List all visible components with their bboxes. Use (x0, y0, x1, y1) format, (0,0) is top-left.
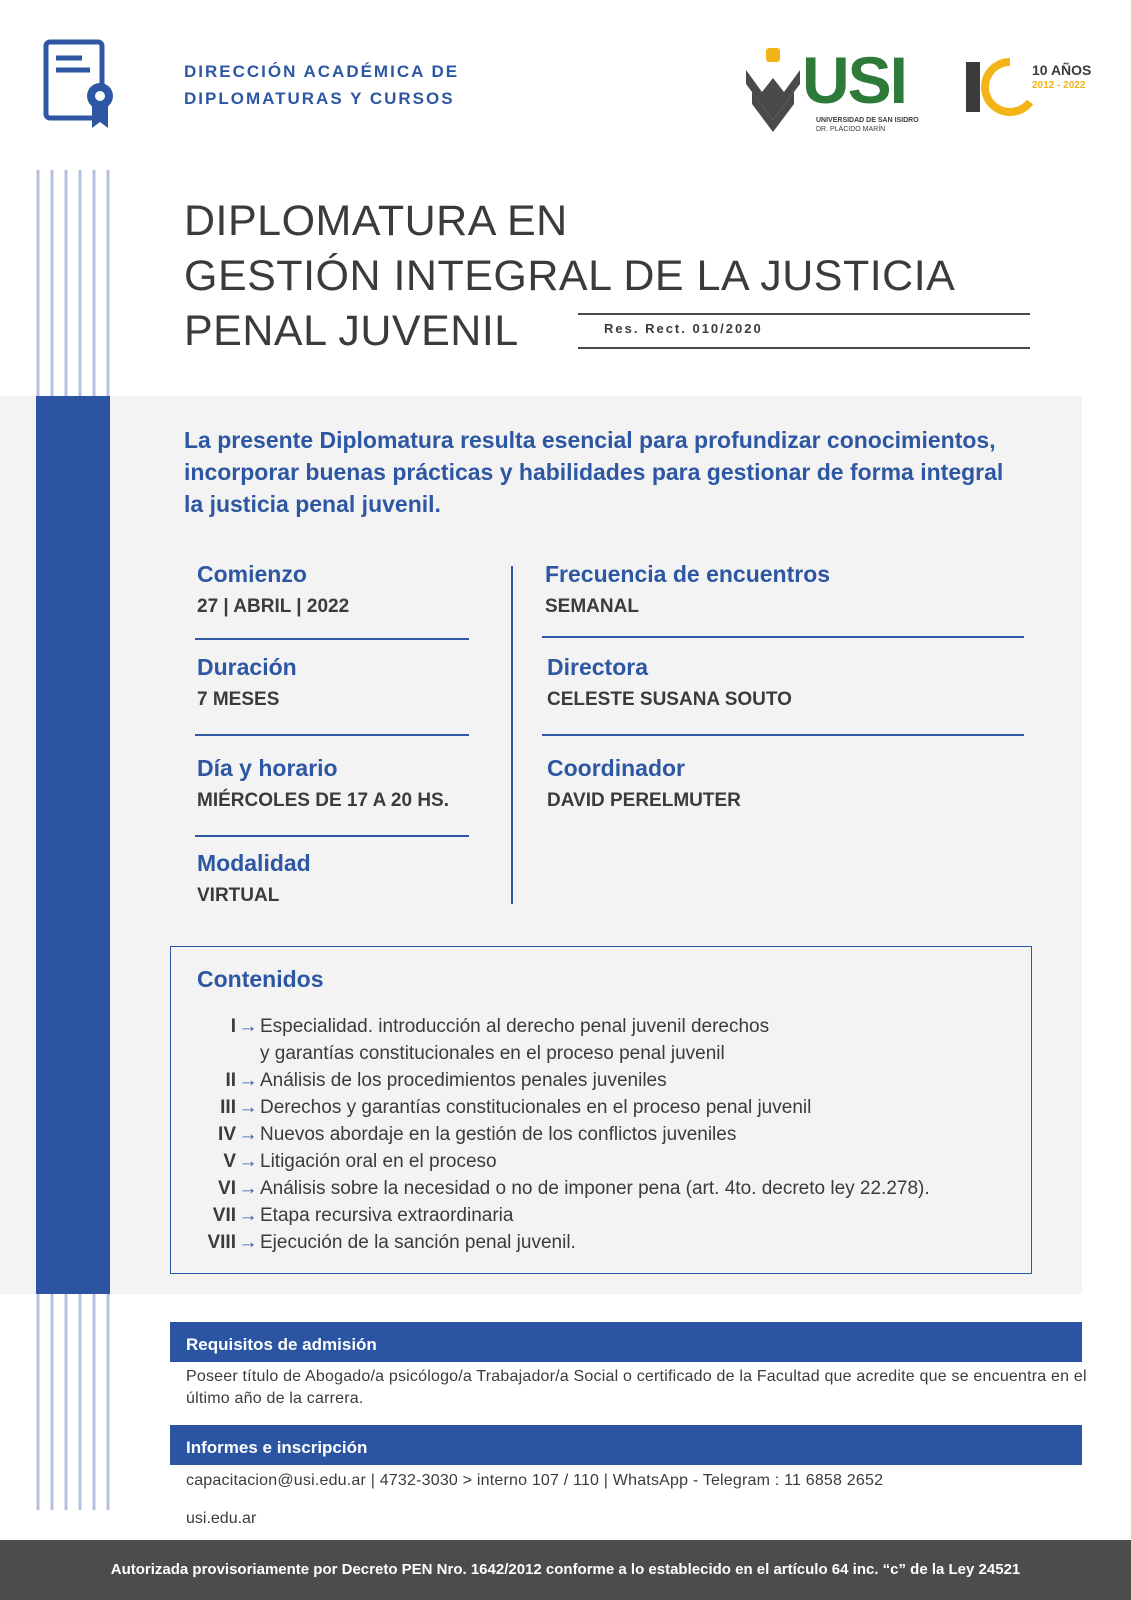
title-line-3: PENAL JUVENIL (184, 307, 519, 355)
usi-logo-subtitle-1: UNIVERSIDAD DE SAN ISIDRO (816, 117, 919, 124)
item-number: II (225, 1070, 236, 1091)
legal-footer: Autorizada provisoriamente por Decreto PEN Nro. 1642/2012 conforme a lo establecido en el artículo 64 inc. “c” de la Ley 24521 (0, 1540, 1131, 1600)
title-line-2: GESTIÓN INTEGRAL DE LA JUSTICIA (184, 252, 956, 300)
item-text: Nuevos abordaje en la gestión de los conflictos juveniles (260, 1124, 737, 1145)
item-number: IV (218, 1124, 236, 1145)
usi-logo (746, 43, 936, 140)
info-label: Día y horario (197, 755, 338, 781)
requirements-header: Requisitos de admisión (170, 1322, 1082, 1362)
info-label: Directora (547, 654, 648, 680)
website-link[interactable]: usi.edu.ar (186, 1510, 257, 1527)
info-value: 7 MESES (197, 689, 280, 710)
info-start (197, 561, 349, 618)
divider (195, 835, 469, 837)
title-line-1: DIPLOMATURA EN (184, 197, 568, 245)
info-value: DAVID PERELMUTER (547, 790, 741, 811)
item-number: III (220, 1097, 236, 1118)
item-text: Litigación oral en el proceso (260, 1151, 497, 1172)
arrow-right-icon: → (238, 1151, 258, 1172)
info-duration (197, 654, 297, 711)
info-label: Duración (197, 654, 297, 680)
info-value: 27 | ABRIL | 2022 (197, 596, 350, 617)
item-number: VII (212, 1205, 236, 1226)
info-value: CELESTE SUSANA SOUTO (547, 689, 792, 710)
info-value: VIRTUAL (197, 885, 280, 906)
info-label: Comienzo (197, 561, 307, 587)
arrow-right-icon: → (238, 1205, 258, 1226)
item-number: VIII (207, 1232, 236, 1253)
info-label: Coordinador (547, 755, 685, 781)
arrow-right-icon: → (238, 1232, 258, 1253)
item-text: Análisis de los procedimientos penales juveniles (260, 1070, 667, 1091)
info-value: MIÉRCOLES DE 17 A 20 HS. (197, 790, 449, 811)
list-item (190, 1151, 497, 1173)
item-text: Análisis sobre la necesidad o no de imponer pena (art. 4to. decreto ley 22.278). (260, 1178, 930, 1199)
registration-header: Informes e inscripción (170, 1425, 1082, 1465)
certificate-icon (40, 38, 120, 130)
info-label: Frecuencia de encuentros (545, 561, 831, 587)
usi-logo-subtitle-2: DR. PLÁCIDO MARÍN (816, 126, 886, 133)
list-item (190, 1070, 667, 1092)
item-text: Especialidad. introducción al derecho penal juvenil derechos (260, 1016, 770, 1037)
divider (195, 734, 469, 736)
list-item-continuation (260, 1043, 725, 1065)
info-value: SEMANAL (545, 596, 639, 617)
divider (578, 313, 1030, 315)
arrow-right-icon: → (238, 1016, 258, 1037)
item-number: I (230, 1016, 236, 1037)
divider (542, 636, 1024, 638)
usi-logo-text: USI (802, 43, 907, 117)
list-item (190, 1205, 513, 1227)
page-title (184, 194, 955, 359)
arrow-right-icon: → (238, 1178, 258, 1199)
divider (195, 638, 469, 640)
list-item (190, 1097, 811, 1119)
anniversary-badge (962, 56, 1102, 118)
info-director (547, 654, 792, 711)
list-item (190, 1232, 576, 1254)
list-item (190, 1124, 736, 1146)
anniversary-label: 10 AÑOS (1032, 62, 1092, 78)
requirements-text: Poseer título de Abogado/a psicólogo/a Trabajador/a Social o certificado de la Facultad que acredite que se encuentra en el último año de la carrera. (186, 1368, 1087, 1407)
item-text: y garantías constitucionales en el proceso penal juvenil (260, 1043, 725, 1064)
item-text: Etapa recursiva extraordinaria (260, 1205, 514, 1226)
department-line-2: DIPLOMATURAS Y CURSOS (184, 89, 455, 108)
info-frequency (545, 561, 830, 618)
info-schedule (197, 755, 449, 812)
department-name (184, 58, 459, 112)
department-line-1: DIRECCIÓN ACADÉMICA DE (184, 62, 460, 81)
anniversary-years: 2012 - 2022 (1032, 80, 1086, 91)
arrow-right-icon: → (238, 1097, 258, 1118)
info-modality (197, 850, 311, 907)
list-item (190, 1178, 930, 1200)
resolution-number: Res. Rect. 010/2020 (604, 321, 763, 336)
item-text: Ejecución de la sanción penal juvenil. (260, 1232, 576, 1253)
item-text: Derechos y garantías constitucionales en el proceso penal juvenil (260, 1097, 812, 1118)
arrow-right-icon: → (238, 1070, 258, 1091)
list-item (190, 1016, 769, 1038)
arrow-right-icon: → (238, 1124, 258, 1145)
column-divider (511, 566, 513, 904)
info-coordinator (547, 755, 741, 812)
contents-title: Contenidos (197, 966, 324, 992)
intro-text: La presente Diplomatura resulta esencial para profundizar conocimientos, incorporar buenas prácticas y habilidades para gestionar de forma integral la justicia penal juvenil. (184, 427, 1004, 517)
contact-info: capacitacion@usi.edu.ar | 4732-3030 > interno 107 / 110 | WhatsApp - Telegram : 11 6858 2652 (186, 1472, 884, 1489)
item-number: V (223, 1151, 236, 1172)
info-label: Modalidad (197, 850, 311, 876)
blue-side-band (36, 396, 110, 1294)
divider (542, 734, 1024, 736)
item-number: VI (218, 1178, 236, 1199)
divider (578, 347, 1030, 349)
